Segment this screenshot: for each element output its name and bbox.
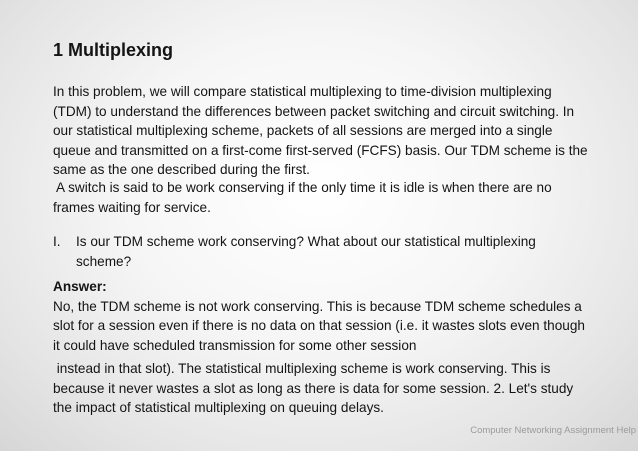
question-text (76, 232, 536, 271)
text-line: instead in that slot). The statistical multiplexing scheme is work conserving. This is (53, 361, 551, 376)
text-line: because it never wastes a slot as long as there is data for some session. 2. Let's study (53, 380, 574, 396)
text-line: slot for a session even if there is no data on that session (i.e. it wastes slots even though (53, 318, 585, 333)
text-line: the impact of statistical multiplexing on queuing delays. (53, 400, 384, 415)
definition-paragraph (53, 178, 552, 217)
text-line: (TDM) to understand the differences between packet switching and circuit switching. In (53, 103, 575, 119)
text-line: In this problem, we will compare statistical multiplexing to time-division multiplexing (53, 84, 552, 99)
text-line: same as the one described during the first. (53, 162, 310, 177)
text-line: No, the TDM scheme is not work conserving. This is because TDM scheme schedules a (53, 298, 582, 314)
answer-label: Answer: (53, 279, 107, 294)
footer-brand: Computer Networking Assignment Help (470, 425, 636, 436)
text-line: it could have scheduled transmission for some other session (53, 337, 417, 353)
continuation-paragraph (53, 359, 573, 418)
slide-title: 1 Multiplexing (53, 40, 174, 60)
text-line: frames waiting for service. (53, 199, 211, 215)
intro-paragraph (53, 82, 588, 180)
text-line: A switch is said to be work conserving if the only time it is idle is when there are no (53, 180, 552, 195)
text-line: Is our TDM scheme work conserving? What about our statistical multiplexing (76, 234, 536, 249)
text-line: scheme? (76, 253, 132, 269)
answer-paragraph (53, 277, 585, 355)
text-line: our statistical multiplexing scheme, packets of all sessions are merged into a single (53, 123, 553, 138)
question-number: I. (53, 234, 61, 249)
text-line: queue and transmitted on a first-come first-served (FCFS) basis. Our TDM scheme is the (53, 142, 588, 158)
